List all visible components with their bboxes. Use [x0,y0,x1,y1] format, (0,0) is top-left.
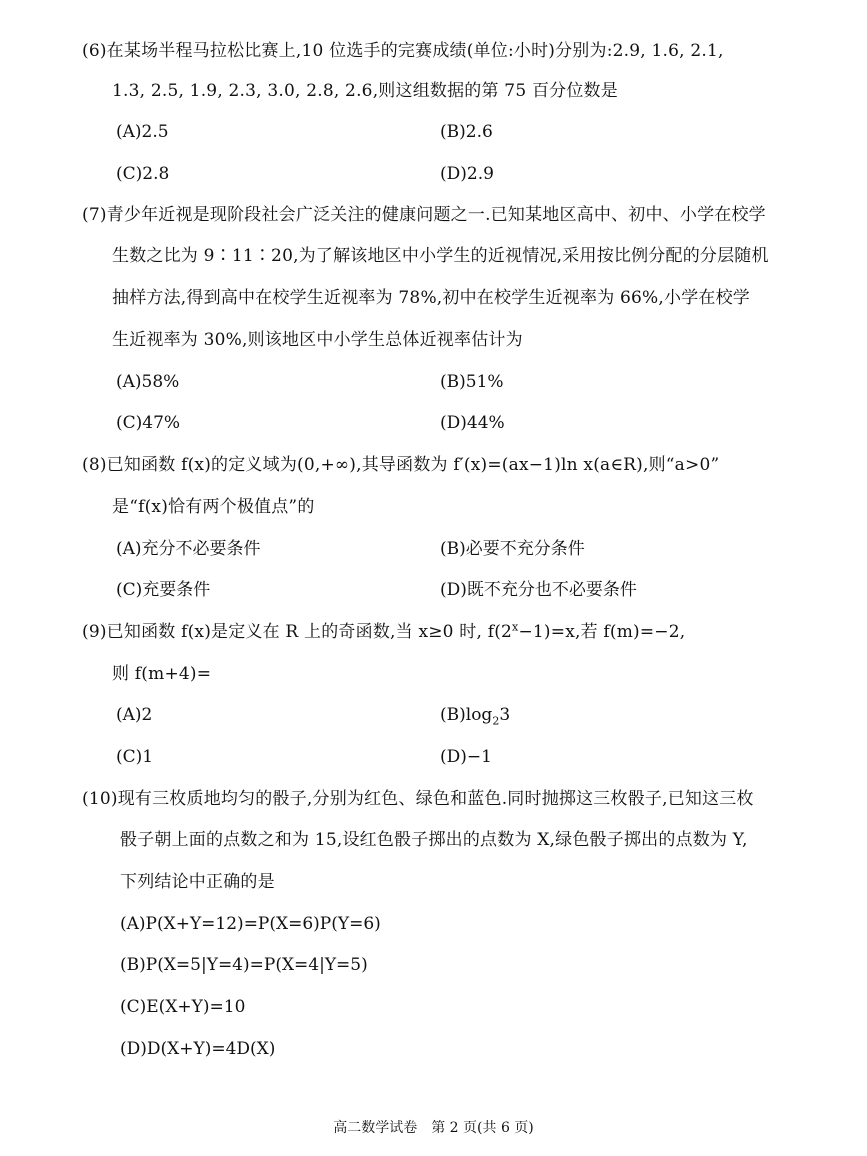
q6-option-b: (B)2.6 [440,122,493,142]
q8-option-d: (D)既不充分也不必要条件 [440,580,637,600]
q6-line-2: 1.3, 2.5, 1.9, 2.3, 3.0, 2.8, 2.6,则这组数据的第 75 百分位数是 [112,81,618,101]
q6-line-1: (6)在某场半程马拉松比赛上,10 位选手的完赛成绩(单位:小时)分别为:2.9, 1.6, 2.1, [82,41,724,61]
q9-option-b-log: (B)log [440,705,493,725]
q10-line-2: 骰子朝上面的点数之和为 15,设红色骰子掷出的点数为 X,绿色骰子掷出的点数为 Y, [120,830,748,850]
page-footer: 高二数学试卷 第 2 页(共 6 页) [333,1120,534,1136]
q6-option-d: (D)2.9 [440,164,494,184]
q7-line-2: 生数之比为 9∶11∶20,为了解该地区中小学生的近视情况,采用按比例分配的分层随机 [112,246,769,266]
q9-option-d: (D)−1 [440,747,492,767]
q9-option-b-base: 2 [492,714,500,728]
q8-line-1: (8)已知函数 f(x)的定义域为(0,+∞),其导函数为 f′(x)=(ax−1)ln x(a∈R),则“a>0” [82,455,720,475]
q10-option-a: (A)P(X+Y=12)=P(X=6)P(Y=6) [120,914,381,934]
q8-option-b: (B)必要不充分条件 [440,539,585,559]
q7-option-b: (B)51% [440,372,504,392]
q7-line-3: 抽样方法,得到高中在校学生近视率为 78%,初中在校学生近视率为 66%,小学在校学 [112,288,750,308]
q9-option-a: (A)2 [116,705,153,725]
q8-option-a: (A)充分不必要条件 [116,539,261,559]
q10-option-c: (C)E(X+Y)=10 [120,997,246,1017]
q9-option-b-arg: 3 [499,705,511,725]
q8-line-2: 是“f(x)恰有两个极值点”的 [112,497,315,517]
q7-option-a: (A)58% [116,372,180,392]
q10-line-1: (10)现有三枚质地均匀的骰子,分别为红色、绿色和蓝色.同时抛掷这三枚骰子,已知这三枚 [82,789,754,809]
q9-line-1-post: −1)=x,若 f(m)=−2, [518,622,686,642]
q7-option-c: (C)47% [116,413,181,433]
q9-line-1-pre: (9)已知函数 f(x)是定义在 R 上的奇函数,当 x≥0 时, f(2 [82,622,513,642]
q10-option-d: (D)D(X+Y)=4D(X) [120,1039,276,1059]
q9-line-1 [82,621,685,643]
q6-option-c: (C)2.8 [116,164,170,184]
q6-option-a: (A)2.5 [116,122,169,142]
q9-option-c: (C)1 [116,747,154,767]
q7-line-4: 生近视率为 30%,则该地区中小学生总体近视率估计为 [112,330,523,350]
q9-option-b [440,704,510,726]
q7-line-1: (7)青少年近视是现阶段社会广泛关注的健康问题之一.已知某地区高中、初中、小学在校学 [82,205,766,225]
q10-option-b: (B)P(X=5|Y=4)=P(X=4|Y=5) [120,955,368,975]
q9-exponent: x [512,620,519,634]
q10-line-3: 下列结论中正确的是 [120,872,275,892]
q9-line-2: 则 f(m+4)= [112,664,212,684]
q8-option-c: (C)充要条件 [116,580,211,600]
q7-option-d: (D)44% [440,413,505,433]
